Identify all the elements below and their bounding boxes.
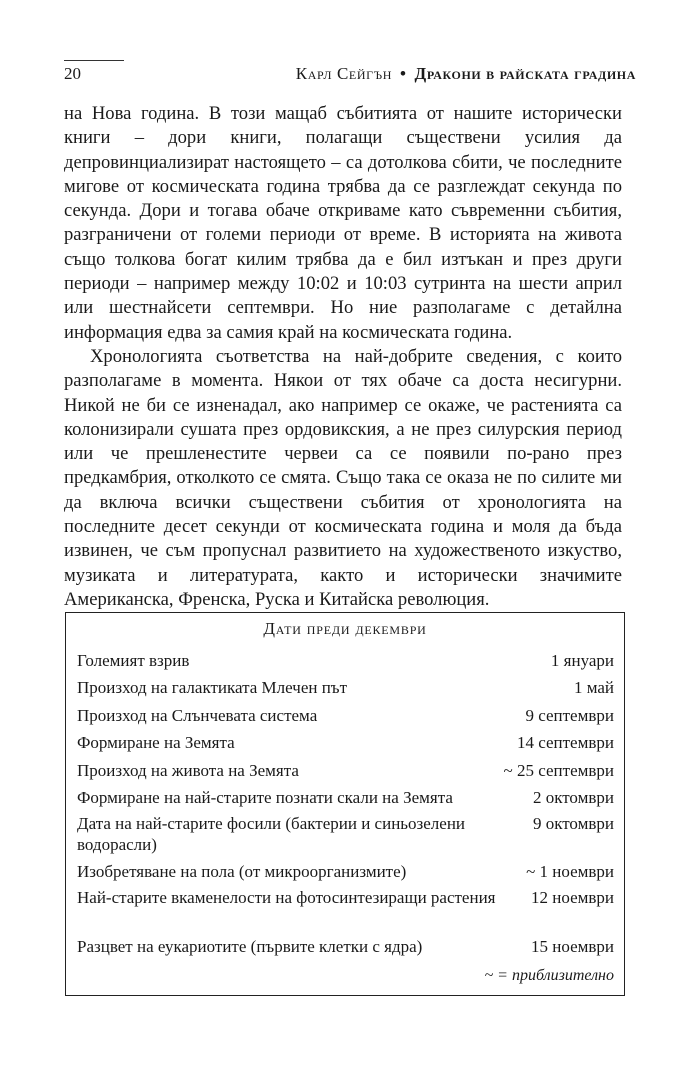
paragraph: Хронологията съответства на най-добрите сведения, с които разполагаме в момента. Някои от тях обаче са доста несигурни. Никой не би се изненадал, ако например се окаже, че растенията са колонизирали сушата през ордовикския, а не през силурския период или че прешленестите червеи са се появили по-рано през предкамбрия, отколкото се смята. Също така се оказа не по силите ми да включа всички съществени събития от хронологията на последните десет секунди от космическата година и моля да бъда извинен, че съм пропуснал развитието на художественото изкуство, музиката и литературата, както и исторически значимите Американска, Френска, Руска и Китайска революция. [64, 345, 622, 610]
event-name: Дата на най-старите фосили (бактерии и синьозелени водорасли) [77, 814, 466, 854]
timeline-title: Дати преди декември [263, 619, 427, 638]
event-name: Произход на Слънчевата система [77, 706, 318, 725]
page-number: 20 [64, 64, 81, 83]
timeline-footnote: ~ = приблизително [484, 967, 614, 984]
event-date: 1 май [573, 678, 614, 697]
event-date: 2 октомври [532, 788, 614, 807]
running-head [296, 64, 636, 84]
event-name: Най-старите вкаменелости на фотосинтезиращи растения [77, 888, 496, 907]
event-name: Произход на галактиката Млечен път [77, 678, 348, 697]
event-name: Изобретяване на пола (от микроорганизмите) [77, 862, 407, 881]
author-name: Карл Сейгън [295, 64, 392, 83]
event-name: Големият взрив [77, 651, 190, 670]
timeline-box [65, 612, 625, 996]
book-title: Дракони в райската градина [414, 64, 636, 83]
event-name: Формиране на най-старите познати скали на Земята [77, 788, 453, 807]
event-date: ~ 25 септември [503, 761, 614, 780]
event-date: 1 януари [550, 651, 614, 670]
event-date: 15 ноември [531, 937, 614, 956]
body-text [64, 102, 622, 612]
event-date: 12 ноември [531, 888, 614, 907]
event-name: Разцвет на еукариотите (първите клетки с ядра) [77, 937, 423, 956]
event-date: 9 октомври [532, 814, 614, 833]
paragraph: на Нова година. В този мащаб събитията от нашите исторически книги – дори книги, полагащи съществени усилия да депровинциализират настоящето – са дотолкова сбити, че последните мигове от космическата година трябва да се разглеждат секунда по секунда. Дори и тогава обаче откриваме като съвременни събития, разграничени от големи периоди от време. В историята на живота също толкова богат килим трябва да е бил изтъкан и през други периоди – например между 10:02 и 10:03 сутринта на шести април или шестнайсети септември. Но ние разполагаме с детайлна информация едва за самия край на космическата година. [64, 103, 622, 343]
running-header [64, 64, 636, 88]
header-rule [64, 60, 124, 61]
event-date: 9 септември [525, 706, 614, 725]
event-name: Формиране на Земята [77, 733, 235, 752]
event-name: Произход на живота на Земята [77, 761, 299, 780]
header-separator: • [399, 64, 407, 83]
event-date: ~ 1 ноември [526, 862, 614, 881]
event-date: 14 септември [516, 733, 614, 752]
